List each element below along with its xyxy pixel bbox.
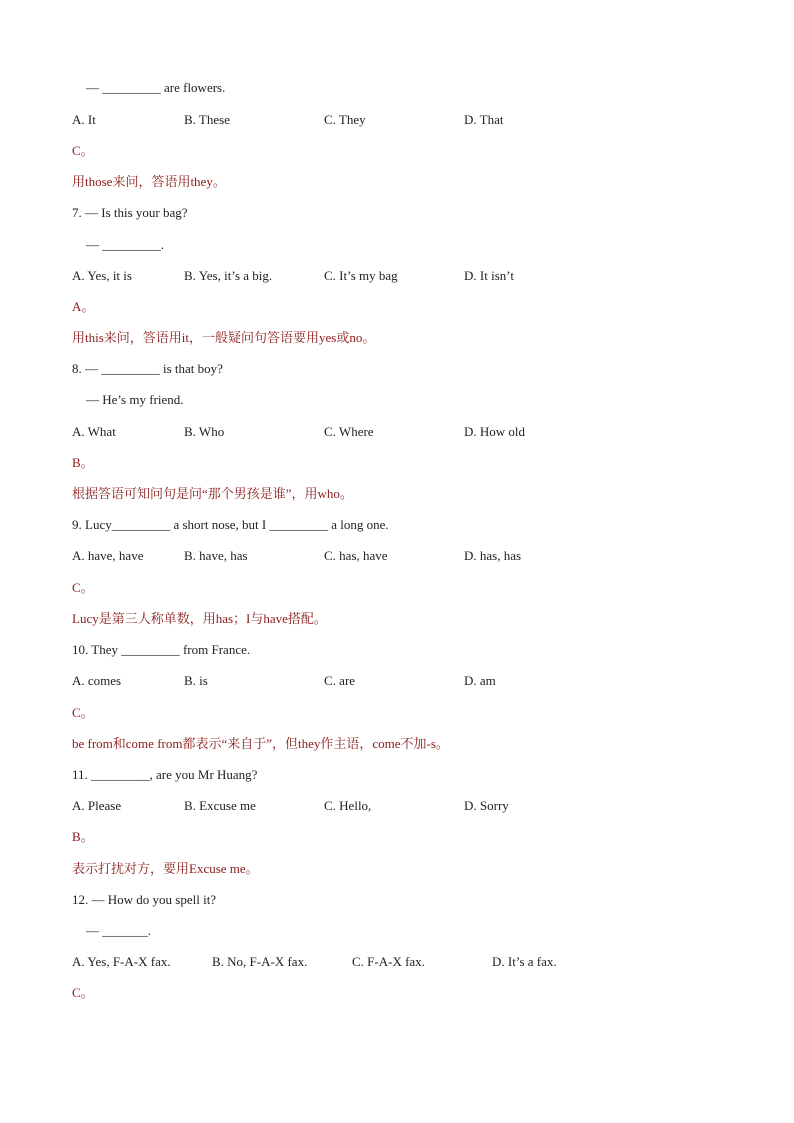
- q9-options: [72, 548, 712, 564]
- q9-option-d: D. has, has: [464, 548, 522, 563]
- q6-option-c: C. They: [324, 112, 366, 127]
- q10-question: 10. They _________ from France.: [72, 642, 251, 657]
- q11-option-c: C. Hello,: [324, 798, 372, 813]
- q7-option-d: D. It isn’t: [464, 268, 514, 283]
- q7-explanation: 用this来问，答语用it，一般疑问句答语要用yes或no。: [72, 330, 376, 345]
- q10-option-b: B. is: [184, 673, 208, 688]
- q10-options: [72, 673, 712, 689]
- q11-explanation: 表示打扰对方，要用Excuse me。: [72, 861, 259, 876]
- q8-option-c: C. Where: [324, 424, 374, 439]
- q11-question: 11. _________, are you Mr Huang?: [72, 767, 258, 782]
- q7-option-b: B. Yes, it’s a big.: [184, 268, 273, 283]
- q9-option-b: B. have, has: [184, 548, 248, 563]
- q11-option-a: A. Please: [72, 798, 122, 813]
- q7-option-c: C. It’s my bag: [324, 268, 398, 283]
- q7-answer: A。: [72, 299, 95, 314]
- q9-explanation: Lucy是第三人称单数，用has；I与have搭配。: [72, 611, 327, 626]
- q12-question: 12. — How do you spell it?: [72, 892, 217, 907]
- q7-options: [72, 268, 712, 284]
- q8-option-a: A. What: [72, 424, 116, 439]
- q8-option-d: D. How old: [464, 424, 526, 439]
- q12-options: [72, 954, 712, 970]
- q8-option-b: B. Who: [184, 424, 225, 439]
- q6-option-b: B. These: [184, 112, 230, 127]
- q12-answer: C。: [72, 985, 94, 1000]
- q9-option-c: C. has, have: [324, 548, 388, 563]
- q11-options: [72, 798, 712, 814]
- q8-answer: B。: [72, 455, 94, 470]
- q7-option-a: A. Yes, it is: [72, 268, 132, 283]
- q9-answer: C。: [72, 580, 94, 595]
- q11-option-d: D. Sorry: [464, 798, 509, 813]
- q6-option-a: A. It: [72, 112, 96, 127]
- q9-question: 9. Lucy_________ a short nose, but I _________ a long one.: [72, 517, 389, 532]
- q11-option-b: B. Excuse me: [184, 798, 256, 813]
- q7-question: 7. — Is this your bag?: [72, 205, 188, 220]
- q12-reply: — _______.: [86, 923, 151, 938]
- q6-reply: — _________ are flowers.: [86, 80, 226, 95]
- q9-option-a: A. have, have: [72, 548, 144, 563]
- q8-reply: — He’s my friend.: [86, 392, 184, 407]
- q6-answer: C。: [72, 143, 94, 158]
- q10-option-a: A. comes: [72, 673, 122, 688]
- q8-explanation: 根据答语可知问句是问“那个男孩是谁”，用who。: [72, 486, 353, 501]
- q12-option-a: A. Yes, F-A-X fax.: [72, 954, 171, 969]
- q12-option-b: B. No, F-A-X fax.: [212, 954, 308, 969]
- q12-option-c: C. F-A-X fax.: [352, 954, 425, 969]
- q11-answer: B。: [72, 829, 94, 844]
- q7-reply: — _________.: [86, 237, 164, 252]
- q10-option-c: C. are: [324, 673, 356, 688]
- q8-question: 8. — _________ is that boy?: [72, 361, 223, 376]
- q10-explanation: be from和come from都表示“来自于”，但they作主语，come不加-s。: [72, 736, 449, 751]
- q10-answer: C。: [72, 705, 94, 720]
- q10-option-d: D. am: [464, 673, 496, 688]
- q6-explanation: 用those来问，答语用they。: [72, 174, 226, 189]
- q6-option-d: D. That: [464, 112, 504, 127]
- q12-option-d: D. It’s a fax.: [492, 954, 557, 969]
- q6-options: [72, 112, 712, 128]
- q8-options: [72, 424, 712, 440]
